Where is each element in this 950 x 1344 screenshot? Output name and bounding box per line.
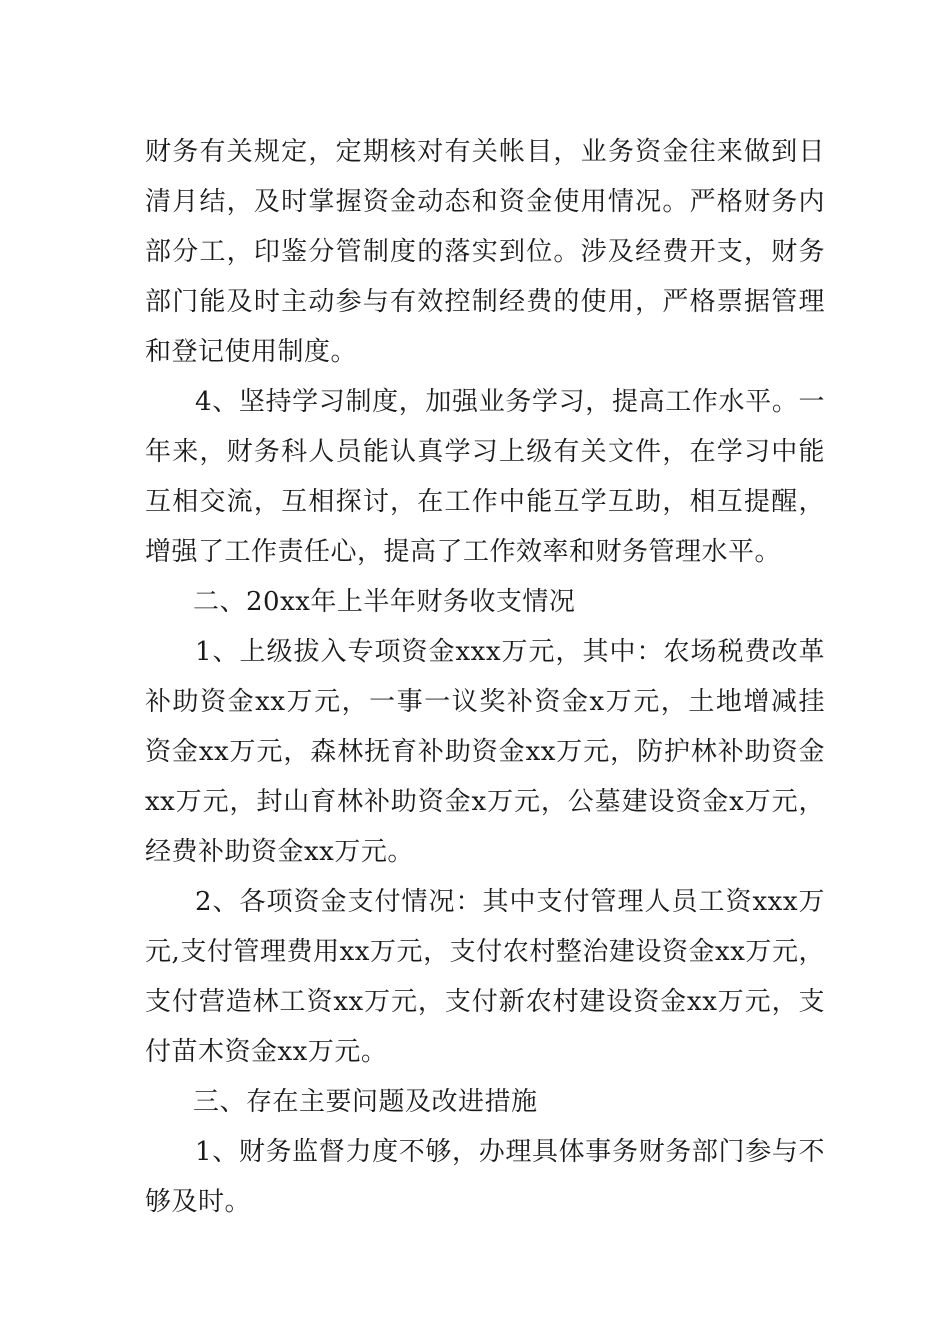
paragraph-financial-rules: 财务有关规定，定期核对有关帐目，业务资金往来做到日清月结，及时掌握资金动态和资金使用情况。严格财务内部分工，印鉴分管制度的落实到位。涉及经费开支，财务部门能及时主动参与有效控制经费的使用，严格票据管理和登记使用制度。 — [145, 137, 825, 367]
paragraph-fund-payments: 2、各项资金支付情况：其中支付管理人员工资xxx万元,支付管理费用xx万元，支付农村整治建设资金xx万元，支付营造林工资xx万元，支付新农村建设资金xx万元，支付苗木资金xx万元。 — [145, 887, 825, 1067]
paragraph-supervision-issue: 1、财务监督力度不够，办理具体事务财务部门参与不够及时。 — [145, 1137, 825, 1217]
section-heading-income-expenditure: 二、20xx年上半年财务收支情况 — [193, 587, 576, 617]
section-heading-problems-measures: 三、存在主要问题及改进措施 — [193, 1087, 538, 1117]
paragraph-special-funds: 1、上级拔入专项资金xxx万元，其中：农场税费改革补助资金xx万元，一事一议奖补资金x万元，土地增减挂资金xx万元，森林抚育补助资金xx万元，防护林补助资金xx万元，封山育林补助资金x万元，公墓建设资金x万元，经费补助资金xx万元。 — [145, 637, 825, 867]
document-body — [145, 127, 825, 1227]
paragraph-study-system: 4、坚持学习制度，加强业务学习，提高工作水平。一年来，财务科人员能认真学习上级有关文件，在学习中能互相交流，互相探讨，在工作中能互学互助，相互提醒，增强了工作责任心，提高了工作效率和财务管理水平。 — [145, 387, 825, 567]
